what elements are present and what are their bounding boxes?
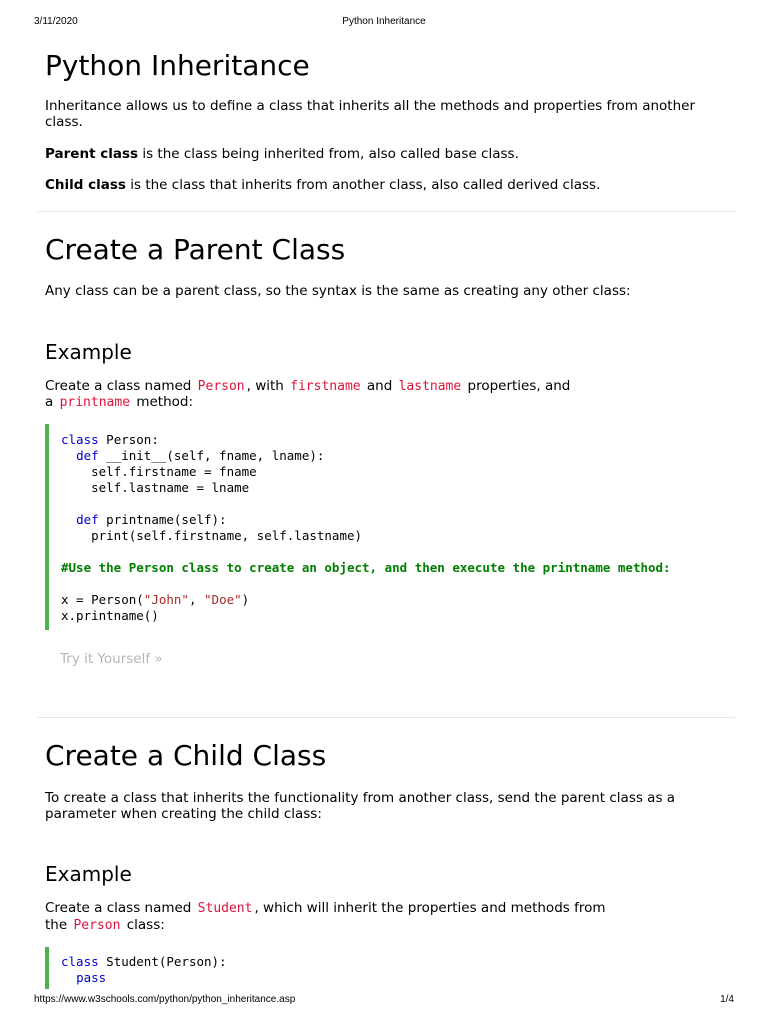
code-comment: #Use the Person class to create an object, and then execute the printname method: <box>61 560 671 575</box>
example-heading-2: Example <box>45 862 132 886</box>
page-title: Python Inheritance <box>45 49 310 82</box>
code-text: print(self.firstname, self.lastname) <box>91 528 363 543</box>
text: , which will inherit the properties and methods from <box>254 900 606 916</box>
code-text: Person: <box>98 432 159 447</box>
code-text: x.printname() <box>61 608 159 623</box>
example-description-2 <box>45 900 685 917</box>
keyword: def <box>76 448 99 463</box>
section-title-parent-class: Create a Parent Class <box>45 233 346 266</box>
code-block <box>49 424 739 624</box>
example-description-1-line2 <box>45 394 685 411</box>
example-description-2-line2 <box>45 917 685 934</box>
text: , with <box>246 378 289 394</box>
print-date: 3/11/2020 <box>34 16 78 27</box>
inline-code: printname <box>59 395 131 410</box>
example-description-1 <box>45 378 685 395</box>
code-example-2 <box>45 947 739 989</box>
print-url: https://www.w3schools.com/python/python_inheritance.asp <box>34 994 296 1005</box>
text: method: <box>132 394 194 410</box>
parent-class-definition <box>45 146 735 162</box>
inline-code: lastname <box>398 379 462 394</box>
text: Create a class named <box>45 378 196 394</box>
code-text: x = Person( <box>61 592 144 607</box>
string-literal: "John" <box>143 592 189 607</box>
code-text: __init__(self, fname, lname): <box>98 448 325 463</box>
parent-class-desc: is the class being inherited from, also called base class. <box>138 146 519 162</box>
inline-code: Person <box>197 379 245 394</box>
keyword: class <box>61 432 99 447</box>
keyword: def <box>76 512 99 527</box>
section-divider <box>37 717 735 718</box>
section-title-child-class: Create a Child Class <box>45 739 327 772</box>
inline-code: firstname <box>290 379 361 394</box>
code-text: self.lastname = lname <box>91 480 250 495</box>
child-class-desc: is the class that inherits from another class, also called derived class. <box>125 177 601 193</box>
section-desc-parent-class: Any class can be a parent class, so the syntax is the same as creating any other class: <box>45 283 631 299</box>
code-text: , <box>188 592 205 607</box>
child-class-term: Child class <box>45 177 126 193</box>
try-it-yourself-link[interactable]: Try it Yourself » <box>60 651 163 667</box>
string-literal: "Doe" <box>204 592 242 607</box>
print-header <box>0 16 768 32</box>
code-block <box>49 947 739 986</box>
text: the <box>45 917 72 933</box>
text: class: <box>122 917 165 933</box>
child-class-definition <box>45 177 735 193</box>
code-text: printname(self): <box>98 512 227 527</box>
text: and <box>362 378 397 394</box>
code-text: ) <box>241 592 250 607</box>
inline-code: Student <box>197 901 253 916</box>
example-heading-1: Example <box>45 340 132 364</box>
inline-code: Person <box>73 918 121 933</box>
text: Create a class named <box>45 900 196 916</box>
code-example-1 <box>45 424 739 630</box>
code-text: Student(Person): <box>98 954 227 969</box>
keyword: pass <box>76 970 107 985</box>
section-desc-child-class: To create a class that inherits the functionality from another class, send the parent class as a parameter when creating the child class: <box>45 790 676 822</box>
parent-class-term: Parent class <box>45 146 139 162</box>
section-divider <box>37 211 735 212</box>
text: a <box>45 394 58 410</box>
text: properties, and <box>463 378 571 394</box>
print-footer <box>0 994 768 1010</box>
code-text: self.firstname = fname <box>91 464 257 479</box>
keyword: class <box>61 954 99 969</box>
print-page-title: Python Inheritance <box>342 16 426 27</box>
intro-paragraph: Inheritance allows us to define a class that inherits all the methods and properties from another class. <box>45 98 696 130</box>
print-page-number: 1/4 <box>720 994 734 1005</box>
